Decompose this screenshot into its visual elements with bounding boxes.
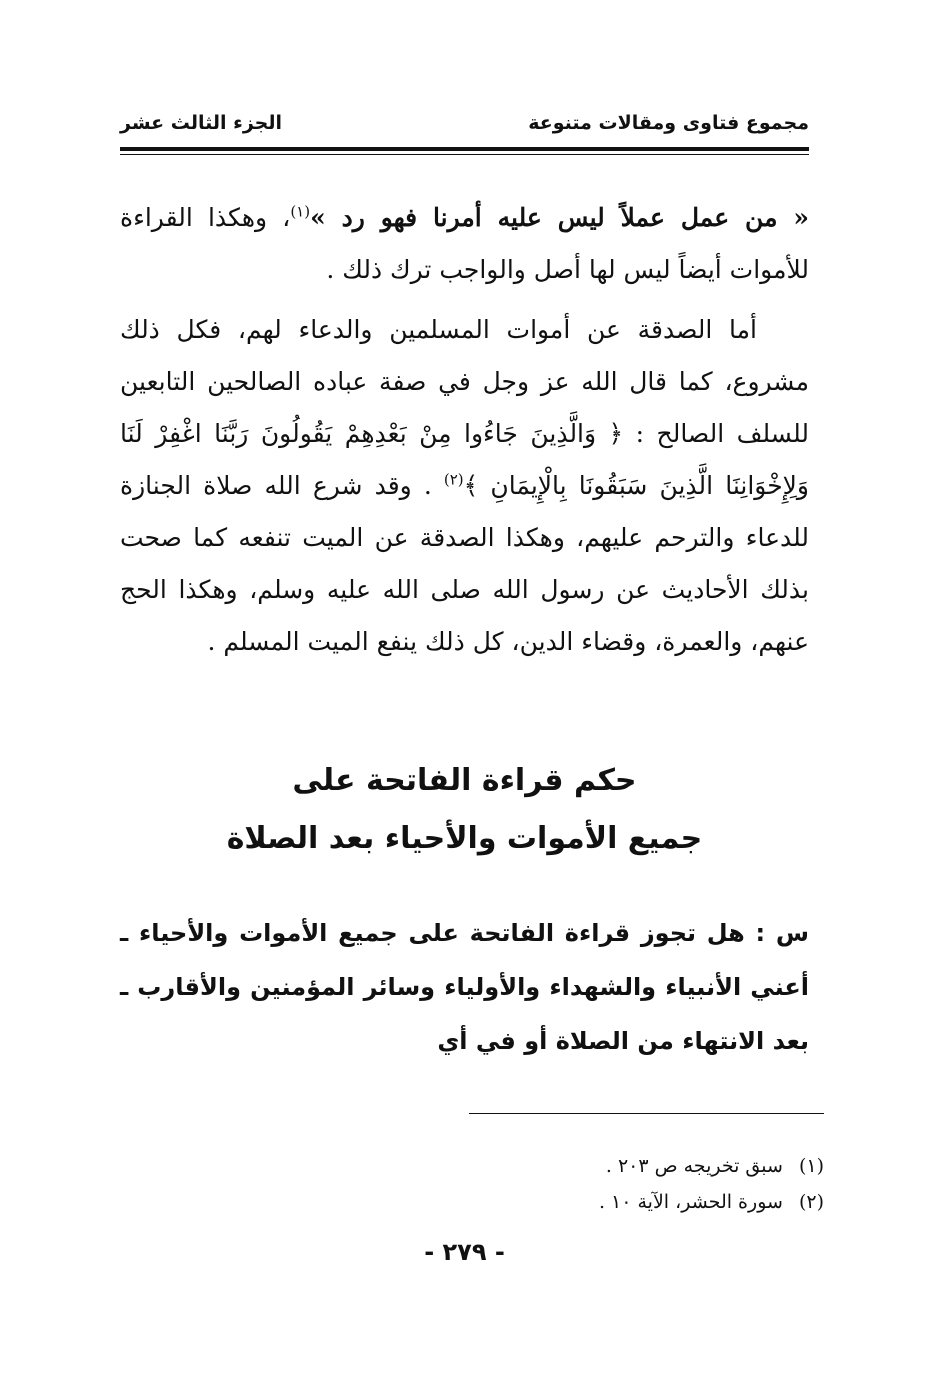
hadith-quote: « من عمل عملاً ليس عليه أمرنا فهو رد » xyxy=(310,203,809,232)
paragraph-1-rest: ، وهكذا القراءة للأموات أيضاً ليس لها أصل والواجب ترك ذلك . xyxy=(120,203,809,284)
footnote-1 xyxy=(120,1148,824,1184)
quran-verse: ﴿ وَالَّذِينَ جَاءُوا مِنْ بَعْدِهِمْ يَقُولُونَ رَبَّنَا اغْفِرْ لَنَا وَلِإِخْوَانِنَا الَّذِينَ سَبَقُونَا بِالْإِيمَانِ ﴾ xyxy=(120,419,809,500)
header-rule-thin xyxy=(120,154,809,155)
volume-label: الجزء الثالث عشر xyxy=(120,112,283,134)
section-heading-line-1: حكم قراءة الفاتحة على xyxy=(292,763,637,798)
footnote-number: (٢) xyxy=(798,1191,824,1213)
page-number: - ٢٧٩ - xyxy=(424,1238,505,1266)
running-header xyxy=(120,112,809,134)
book-title: مجموع فتاوى ومقالات متنوعة xyxy=(528,112,809,134)
footnotes xyxy=(120,1148,824,1220)
section-heading xyxy=(120,752,809,868)
paragraph-2-after-verse: . وقد شرع الله صلاة الجنازة للدعاء والترحم عليهم، وهكذا الصدقة عن الميت تنفعه كما صحت بذلك الأحاديث عن رسول الله صلى الله عليه وسلم، وهكذا الحج عنهم، والعمرة، وقضاء الدين، كل ذلك ينفع الميت المسلم . xyxy=(120,471,809,656)
paragraph-2-before-verse: أما الصدقة عن أموات المسلمين والدعاء لهم، فكل ذلك مشروع، كما قال الله عز وجل في صفة عباده الصالحين التابعين للسلف الصالح : xyxy=(120,315,809,448)
footnote-number: (١) xyxy=(798,1155,824,1177)
section-heading-line-2: جميع الأموات والأحياء بعد الصلاة xyxy=(226,821,703,856)
paragraph-2 xyxy=(120,304,809,668)
question-paragraph: س : هل تجوز قراءة الفاتحة على جميع الأموات والأحياء ـ أعني الأنبياء والشهداء والأولياء وسائر المؤمنين والأقارب ـ بعد الانتهاء من الصلاة أو في أي xyxy=(120,919,809,1055)
footnote-separator xyxy=(469,1113,824,1114)
footnote-2 xyxy=(120,1184,824,1220)
body-text xyxy=(120,192,809,668)
footnote-ref-1[interactable]: (١) xyxy=(290,202,311,221)
footnote-text: سورة الحشر، الآية ١٠ . xyxy=(598,1191,783,1213)
footnote-text: سبق تخريجه ص ٢٠٣ . xyxy=(605,1155,783,1177)
paragraph-1 xyxy=(120,192,809,296)
header-rule-thick xyxy=(120,147,809,151)
footnote-ref-2[interactable]: (٢) xyxy=(443,470,464,489)
